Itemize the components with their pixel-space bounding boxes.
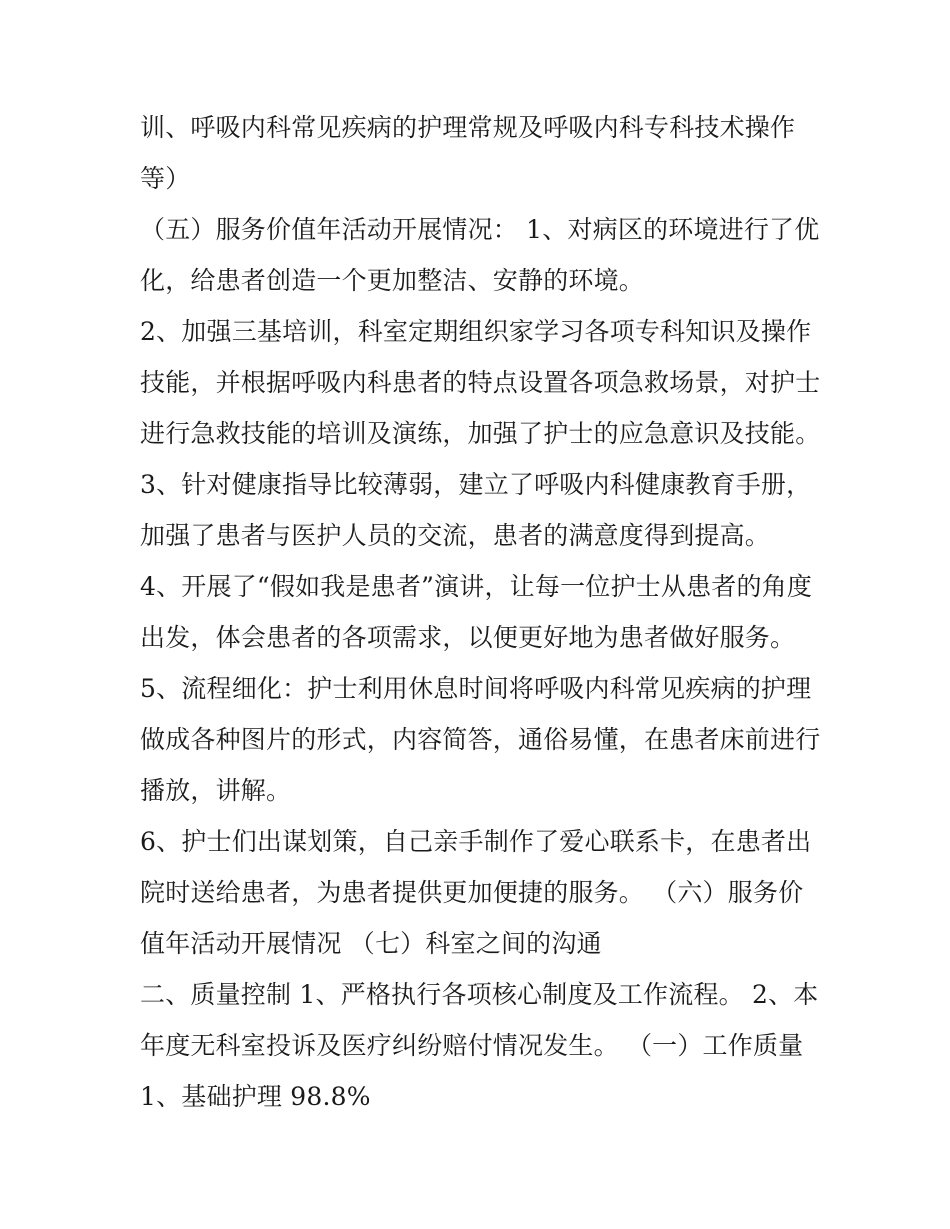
text-line-5: 2、加强三基培训，科室定期组织家学习各项专科知识及操作 bbox=[140, 317, 812, 346]
text-line-20: 1、基础护理 98.8% bbox=[140, 1082, 371, 1111]
text-line-19: 年度无科室投诉及医疗纠纷赔付情况发生。 （一）工作质量 bbox=[140, 1031, 804, 1060]
text-line-6: 技能，并根据呼吸内科患者的特点设置各项急救场景，对护士 bbox=[140, 368, 821, 397]
text-line-10: 4、开展了“假如我是患者”演讲，让每一位护士从患者的角度 bbox=[140, 572, 813, 601]
text-line-14: 播放，讲解。 bbox=[140, 776, 292, 805]
text-line-9: 加强了患者与医护人员的交流，患者的满意度得到提高。 bbox=[140, 521, 771, 550]
text-line-1: 训、呼吸内科常见疾病的护理常规及呼吸内科专科技术操作 bbox=[140, 113, 796, 142]
text-line-4: 化，给患者创造一个更加整洁、安静的环境。 bbox=[140, 266, 645, 295]
text-line-12: 5、流程细化：护士利用休息时间将呼吸内科常见疾病的护理 bbox=[140, 674, 812, 703]
text-line-8: 3、针对健康指导比较薄弱，建立了呼吸内科健康教育手册， bbox=[140, 470, 812, 499]
text-line-7: 进行急救技能的培训及演练，加强了护士的应急意识及技能。 bbox=[140, 419, 821, 448]
text-line-17: 值年活动开展情况 （七）科室之间的沟通 bbox=[140, 929, 602, 958]
text-line-13: 做成各种图片的形式，内容简答，通俗易懂，在患者床前进行 bbox=[140, 725, 821, 754]
text-line-3: （五）服务价值年活动开展情况： 1、对病区的环境进行了优 bbox=[140, 215, 820, 244]
text-line-11: 出发，体会患者的各项需求，以便更好地为患者做好服务。 bbox=[140, 623, 796, 652]
text-line-18: 二、质量控制 1、严格执行各项核心制度及工作流程。 2、本 bbox=[140, 980, 819, 1009]
text-line-16: 院时送给患者，为患者提供更加便捷的服务。 （六）服务价 bbox=[140, 878, 804, 907]
text-line-15: 6、护士们出谋划策，自己亲手制作了爱心联系卡，在患者出 bbox=[140, 827, 812, 856]
text-line-2: 等） bbox=[140, 164, 191, 193]
